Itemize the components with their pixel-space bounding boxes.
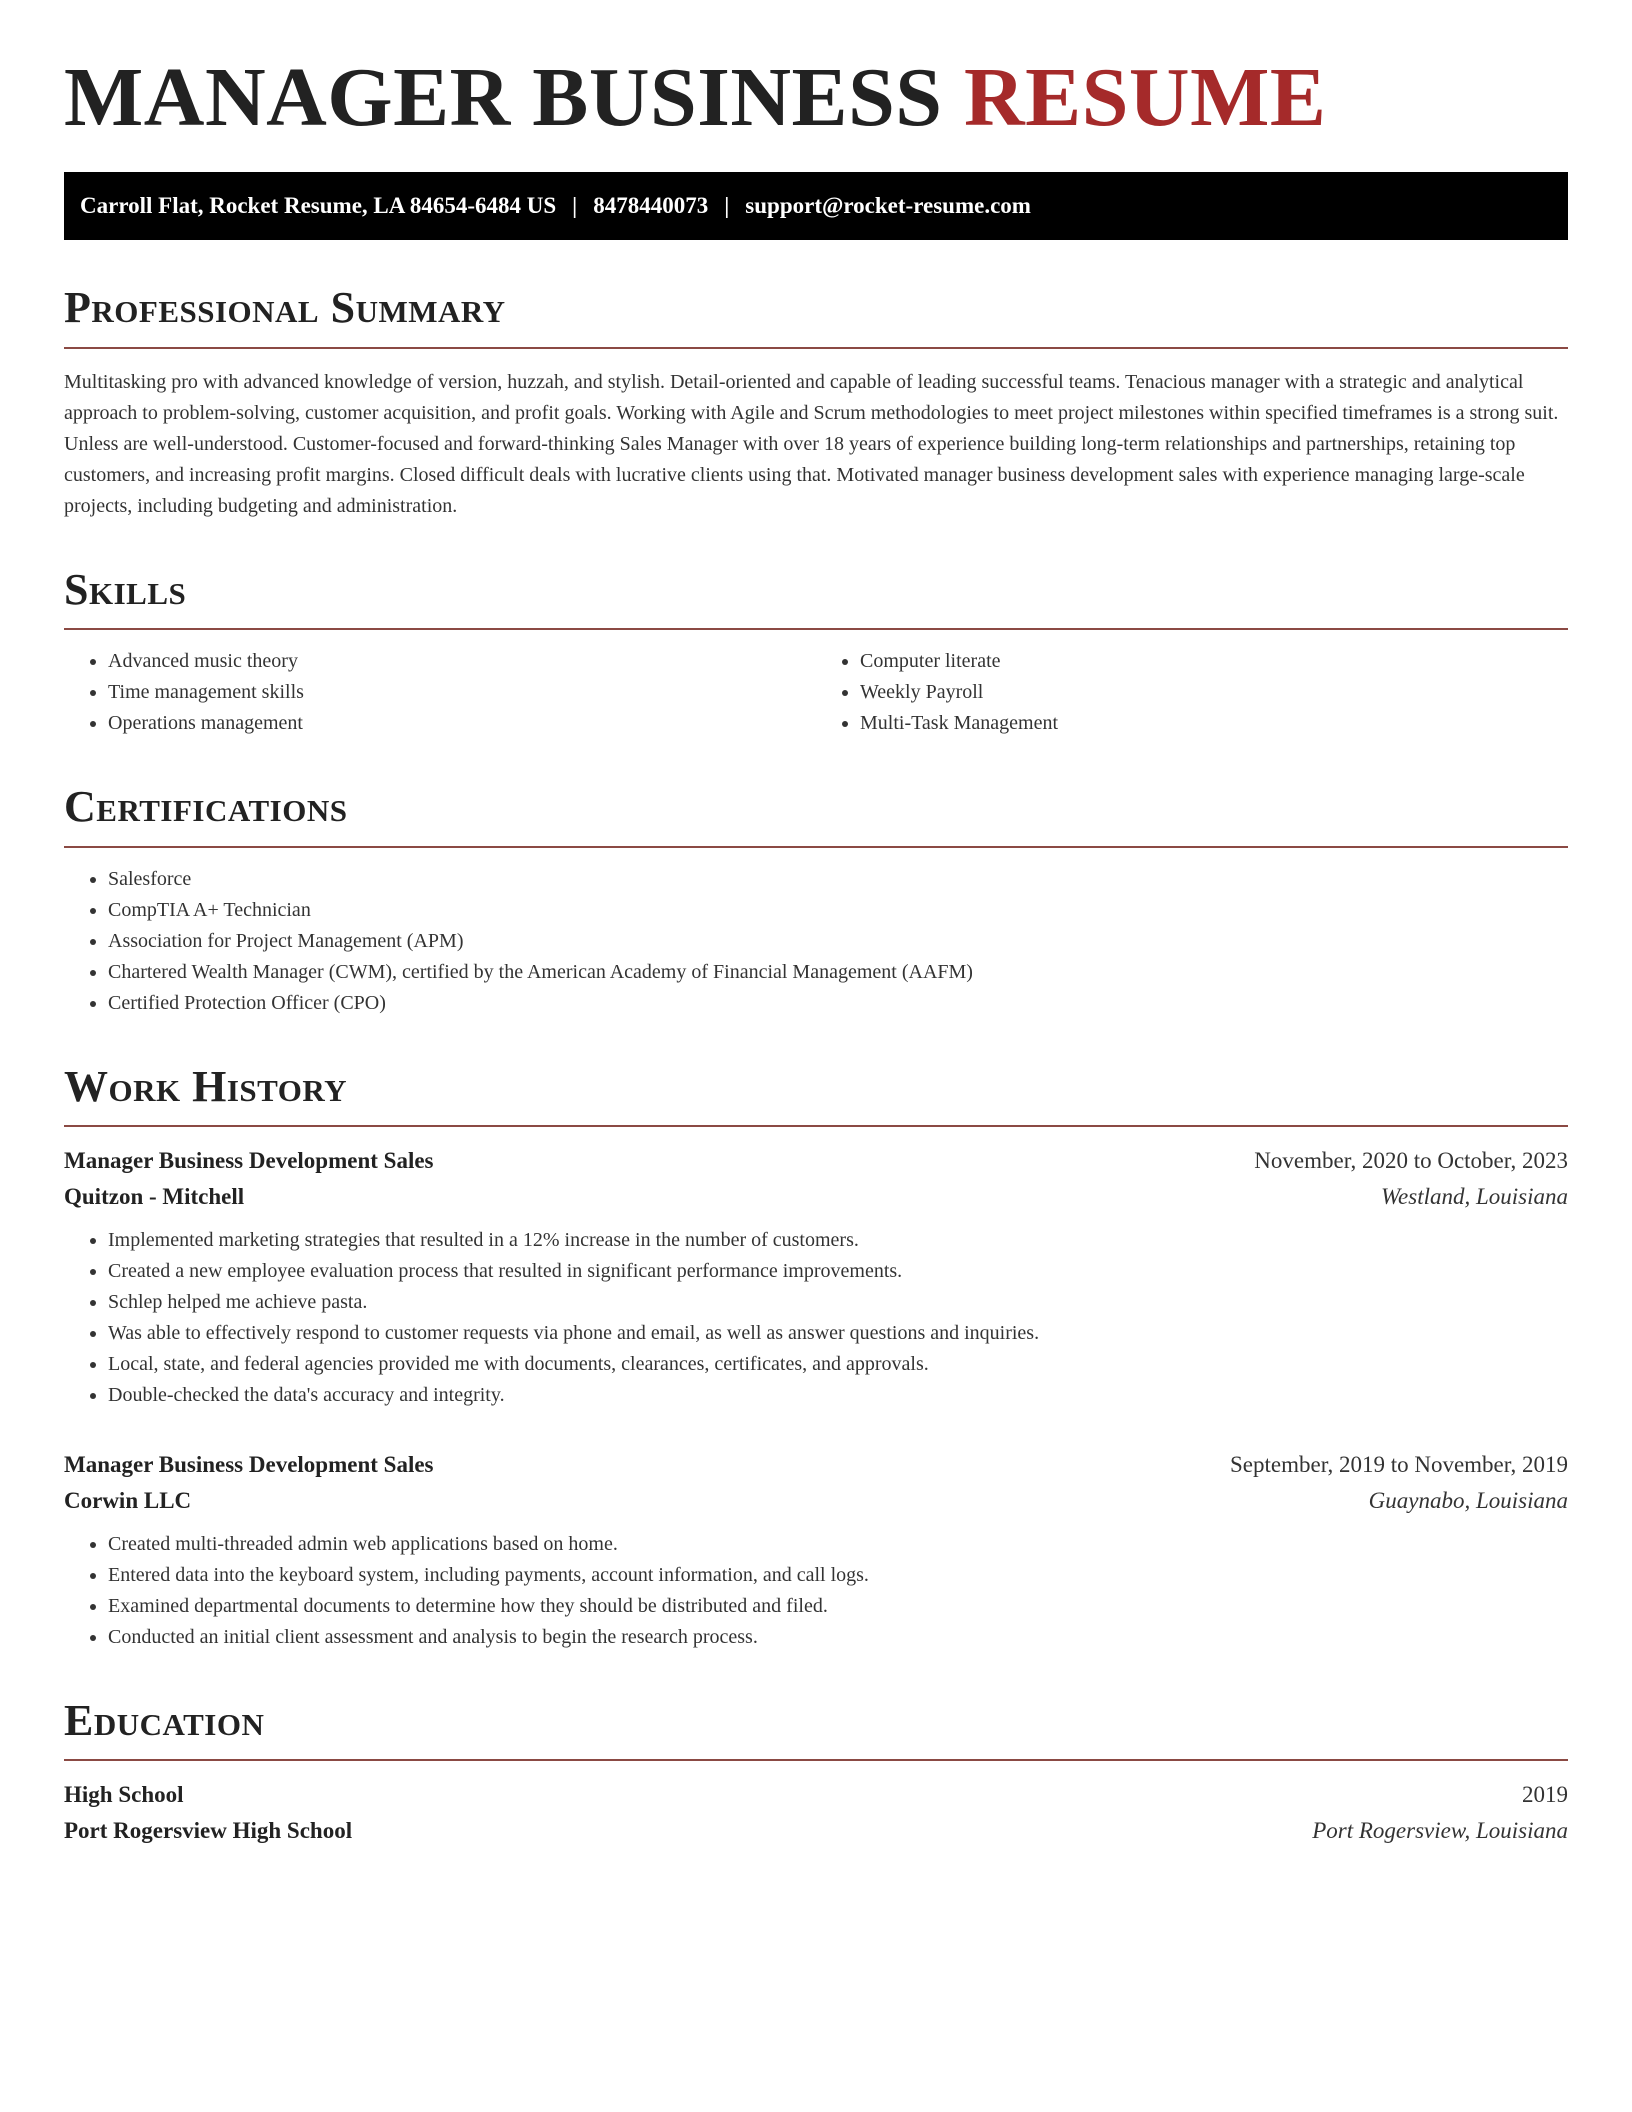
education-entry (64, 1777, 1568, 1849)
job-company-row (64, 1483, 1568, 1519)
skill-item: • Operations management (108, 708, 816, 739)
resume-title (64, 52, 1568, 144)
education-section (64, 1697, 1568, 1849)
certification-item: • Salesforce (108, 864, 1568, 895)
education-year: 2019 (1522, 1782, 1568, 1808)
job-title: Manager Business Development Sales (64, 1451, 434, 1477)
skills-grid (64, 646, 1568, 739)
contact-address: Carroll Flat, Rocket Resume, LA 84654-6484 US (80, 193, 557, 219)
work-history-heading: Work History (64, 1063, 1568, 1127)
education-school-row (64, 1813, 1568, 1849)
job-dates: November, 2020 to October, 2023 (1254, 1147, 1568, 1173)
education-degree: High School (64, 1782, 184, 1808)
job-duties-list (64, 1529, 1568, 1653)
skills-list-left (64, 646, 816, 739)
summary-text: Multitasking pro with advanced knowledge of version, huzzah, and stylish. Detail-oriented and capable of leading successful teams. Tenacious manager with a strategic and analytical approach to problem-solving, customer acquisition, and profit goals. Working with Agile and Scrum methodologies to meet project milestones within specified timeframes is a strong suit. Unless are well-understood. Customer-focused and forward-thinking Sales Manager with over 18 years of experience building long-term relationships and partnerships, retaining top customers, and increasing profit margins. Closed difficult deals with lucrative clients using that. Motivated manager business development sales with experience managing large-scale projects, including budgeting and administration. (64, 370, 1559, 517)
job-company: Corwin LLC (64, 1487, 192, 1513)
skill-item: • Computer literate (860, 646, 1568, 677)
job-duty: • Double-checked the data's accuracy and integrity. (108, 1380, 1568, 1411)
job-duty: • Implemented marketing strategies that resulted in a 12% increase in the number of customers. (108, 1225, 1568, 1256)
job-duty: • Local, state, and federal agencies provided me with documents, clearances, certificates, and approvals. (108, 1349, 1568, 1380)
job-location: Westland, Louisiana (1380, 1183, 1568, 1209)
certifications-heading: Certifications (64, 783, 1568, 847)
certification-item: • Certified Protection Officer (CPO) (108, 988, 1568, 1019)
education-header-row (64, 1777, 1568, 1813)
skill-item: • Advanced music theory (108, 646, 816, 677)
job-header-row (64, 1447, 1568, 1483)
skills-heading: Skills (64, 566, 1568, 630)
certifications-section (64, 783, 1568, 1018)
skill-item: • Time management skills (108, 677, 816, 708)
job-entry (64, 1143, 1568, 1411)
skill-item: • Weekly Payroll (860, 677, 1568, 708)
job-header-row (64, 1143, 1568, 1179)
job-duty: • Created a new employee evaluation process that resulted in significant performance improvements. (108, 1256, 1568, 1287)
certifications-list (64, 864, 1568, 1019)
summary-heading: Professional Summary (64, 284, 1568, 348)
certification-item: • CompTIA A+ Technician (108, 895, 1568, 926)
job-duty: • Examined departmental documents to determine how they should be distributed and filed. (108, 1591, 1568, 1622)
title-main: MANAGER BUSINESS (64, 51, 943, 144)
certification-item: • Association for Project Management (APM) (108, 926, 1568, 957)
contact-email[interactable]: support@rocket-resume.com (745, 193, 1031, 219)
certification-item: • Chartered Wealth Manager (CWM), certified by the American Academy of Financial Management (AAFM) (108, 957, 1568, 988)
education-school: Port Rogersview High School (64, 1818, 353, 1844)
contact-bar (64, 172, 1568, 240)
job-duty: • Created multi-threaded admin web applications based on home. (108, 1529, 1568, 1560)
skill-item: • Multi-Task Management (860, 708, 1568, 739)
title-accent: RESUME (964, 51, 1327, 144)
contact-separator: | (572, 193, 578, 219)
education-heading: Education (64, 1697, 1568, 1761)
job-entry (64, 1447, 1568, 1653)
contact-separator: | (724, 193, 730, 219)
skills-section (64, 566, 1568, 739)
skills-list-right (816, 646, 1568, 739)
work-history-section (64, 1063, 1568, 1653)
job-dates: September, 2019 to November, 2019 (1230, 1451, 1568, 1477)
job-duty: • Schlep helped me achieve pasta. (108, 1287, 1568, 1318)
job-title: Manager Business Development Sales (64, 1147, 434, 1173)
job-duty: • Conducted an initial client assessment and analysis to begin the research process. (108, 1622, 1568, 1653)
job-location: Guaynabo, Louisiana (1368, 1487, 1568, 1513)
job-duties-list (64, 1225, 1568, 1411)
education-location: Port Rogersview, Louisiana (1312, 1818, 1568, 1844)
job-duty: • Was able to effectively respond to customer requests via phone and email, as well as answer questions and inquiries. (108, 1318, 1568, 1349)
summary-section (64, 284, 1568, 521)
job-company-row (64, 1179, 1568, 1215)
contact-phone: 8478440073 (593, 193, 709, 219)
job-company: Quitzon - Mitchell (64, 1183, 245, 1209)
job-duty: • Entered data into the keyboard system, including payments, account information, and call logs. (108, 1560, 1568, 1591)
